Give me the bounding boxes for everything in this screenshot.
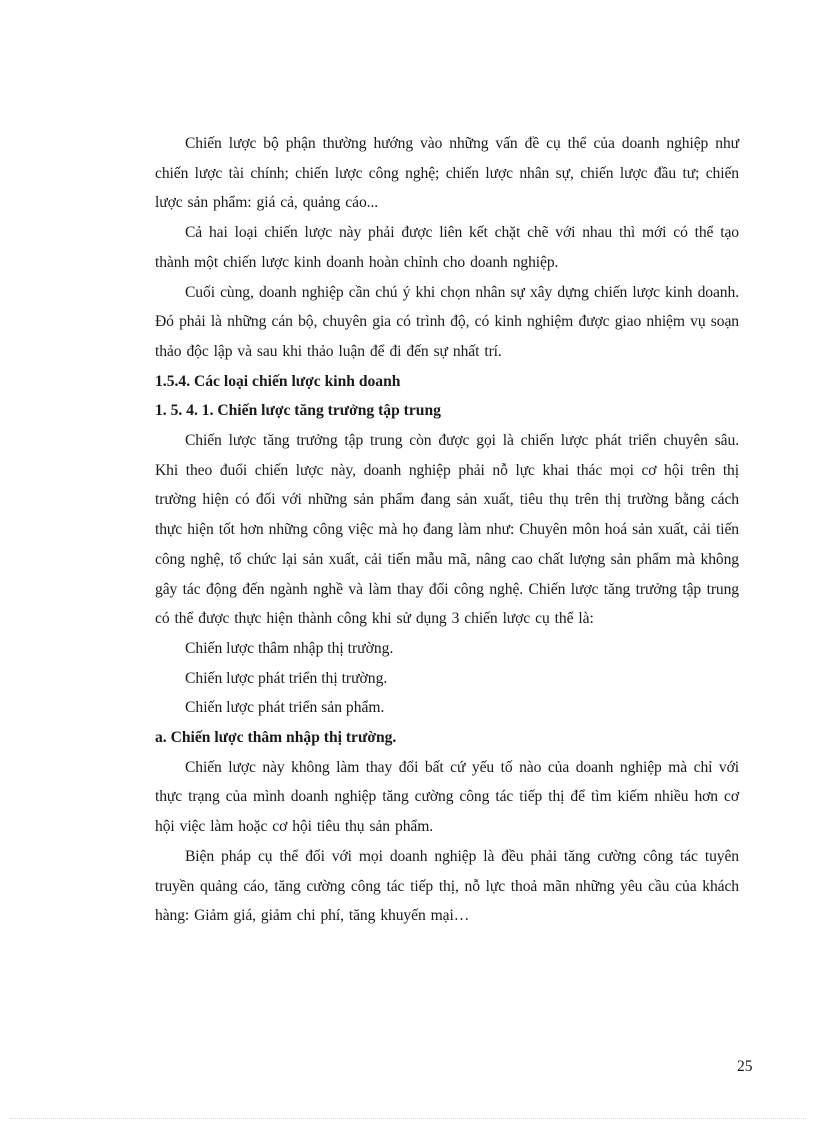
paragraph-functional-strategy: Chiến lược bộ phận thường hướng vào những vấn đề cụ thể của doanh nghiệp như chiến lược tài chính; chiến lược công nghệ; chiến lược nhân sự, chiến lược đầu tư; chiến lược sản phẩm: giá cả, quảng cáo...: [155, 135, 739, 212]
paragraph-market-penetration: Chiến lược này không làm thay đổi bất cứ yếu tố nào của doanh nghiệp mà chỉ với thực trạng của mình doanh nghiệp tăng cường công tác tiếp thị để tìm kiếm nhiều hơn cơ hội việc làm hoặc cơ hội tiêu thụ sản phẩm.: [155, 758, 739, 836]
paragraph-strategy-linkage: Cả hai loại chiến lược này phải được liên kết chặt chẽ với nhau thì mới có thể tạo thành một chiến lược kinh doanh hoàn chỉnh cho doanh nghiệp.: [155, 224, 739, 271]
paragraph-strategy-personnel: Cuối cùng, doanh nghiệp cần chú ý khi chọn nhân sự xây dựng chiến lược kinh doanh. Đó phải là những cán bộ, chuyên gia có trình độ, có kinh nghiệm được giao nhiệm vụ soạn thảo độc lập và sau khi thảo luận để đi đến sự nhất trí.: [155, 283, 739, 360]
paragraph-specific-measures: Biện pháp cụ thể đối với mọi doanh nghiệp là đều phải tăng cường công tác tuyên truyền quảng cáo, tăng cường công tác tiếp thị, nỗ lực thoả mãn những yêu cầu của khách hàng: Giảm giá, giảm chi phí, tăng khuyến mại…: [155, 847, 739, 925]
page-bottom-divider: [10, 1118, 806, 1119]
list-item-product-development: Chiến lược phát triển sản phẩm.: [185, 699, 385, 717]
list-item-market-development: Chiến lược phát triển thị trường.: [185, 669, 388, 687]
subsection-heading-concentrated-growth: 1. 5. 4. 1. Chiến lược tăng trưởng tập trung: [155, 402, 441, 420]
section-heading-strategy-types: 1.5.4. Các loại chiến lược kinh doanh: [155, 372, 401, 390]
subsection-heading-market-penetration: a. Chiến lược thâm nhập thị trường.: [155, 729, 397, 747]
paragraph-concentrated-growth: Chiến lược tăng trưởng tập trung còn được gọi là chiến lược phát triển chuyên sâu. Khi theo đuổi chiến lược này, doanh nghiệp phải nỗ lực khai thác mọi cơ hội trên thị trường hiện có đối với những sản phẩm đang sản xuất, tiêu thụ trên thị trường bằng cách thực hiện tốt hơn những công việc mà họ đang làm như: Chuyên môn hoá sản xuất, cải tiến công nghệ, tổ chức lại sản xuất, cải tiến mẫu mã, nâng cao chất lượng sản phẩm mà không gây tác động đến ngành nghề và làm thay đổi công nghệ. Chiến lược tăng trưởng tập trung có thể được thực hiện thành công khi sử dụng 3 chiến lược cụ thể là:: [155, 432, 739, 628]
document-body: [155, 129, 739, 931]
page-number: 25: [737, 1058, 753, 1075]
list-item-market-penetration: Chiến lược thâm nhập thị trường.: [185, 639, 394, 657]
